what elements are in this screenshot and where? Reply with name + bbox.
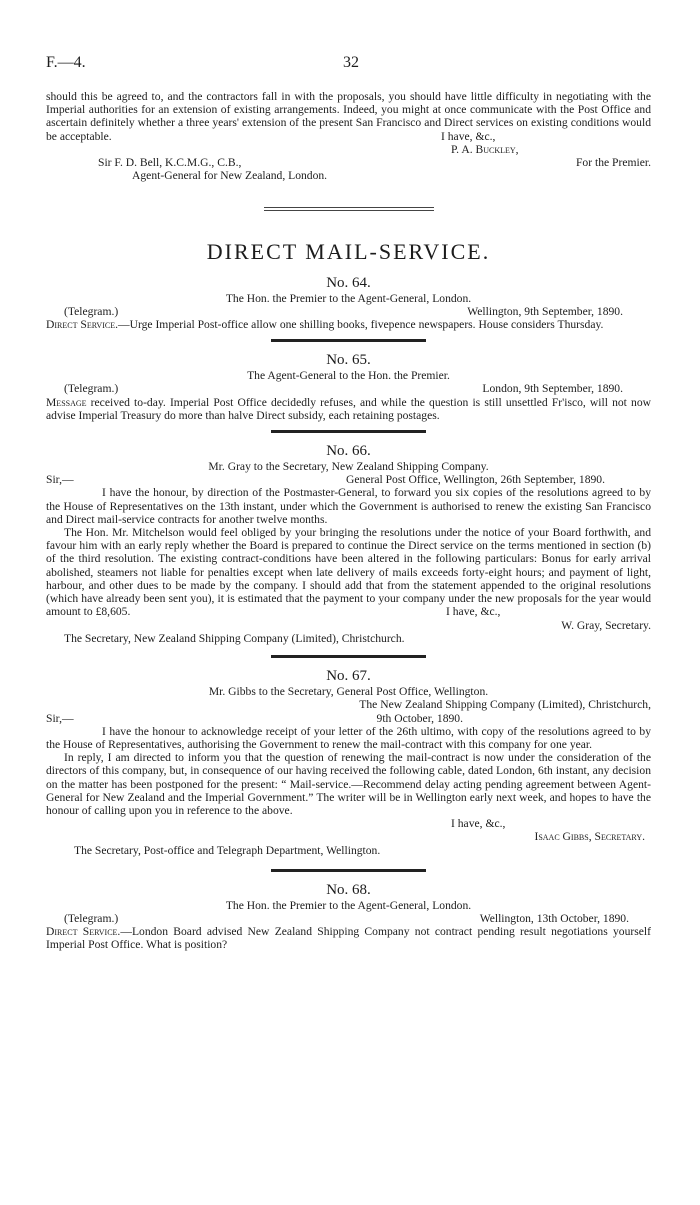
- intro-addressee: Sir F. D. Bell, K.C.M.G., C.B.,: [98, 156, 242, 170]
- intro-addressee-row: [46, 156, 651, 169]
- letter-date: General Post Office, Wellington, 26th September, 1890.: [346, 473, 605, 487]
- letter-paragraph: The Hon. Mr. Mitchelson would feel obliged by your bringing the resolutions under the notice of your Board forthwith, and favour him with an early reply whether the Board is prepared to continue the Direct service on the terms mentioned in section (b) of the third resolution. The existing contract-conditions have been altered in the following particulars: Bonus for early arrival abolished, steamers not liable for penalties except when late delivery of mails exceeds forty-eight hours; and payment of light, harbour, and other dues to be made by the company. I should add that from the statement appended to the original resolutions (which have already been sent you), it is estimated that the payment to your company under the new proposals for the year would amount to £8,605.: [46, 526, 651, 619]
- letter-salutation: Sir,—: [46, 473, 74, 487]
- letter-heading: The Agent-General to the Hon. the Premier.: [247, 369, 450, 383]
- letter-closing: I have, &c.,: [446, 605, 501, 619]
- page-number: 32: [343, 54, 359, 71]
- letter-lead: Message: [46, 395, 87, 409]
- letter-date: Wellington, 9th September, 1890.: [467, 304, 623, 318]
- intro-signature: P. A. Buckley,: [451, 143, 519, 157]
- divider-rule: [264, 207, 434, 211]
- letter-signature: Isaac Gibbs, Secretary.: [534, 830, 645, 844]
- letter-heading: Mr. Gibbs to the Secretary, General Post Office, Wellington.: [208, 685, 489, 699]
- letter-64: [46, 275, 651, 332]
- letter-paragraph: I have the honour, by direction of the Postmaster-General, to forward you six copies of the resolutions agreed to by the House of Representatives on the 13th instant, under which the Government is authorised to renew the existing San Francisco and Direct mail-service contracts for another twelve months.: [46, 486, 651, 526]
- letter-text: —London Board advised New Zealand Shipping Company not contract pending result negotiations yourself Imperial Post Office. What is position?: [46, 925, 651, 952]
- divider-rule: [271, 339, 426, 342]
- letter-closing: I have, &c.,: [451, 817, 506, 831]
- letter-heading: The Hon. the Premier to the Agent-General, London.: [225, 291, 472, 305]
- letter-heading: Mr. Gray to the Secretary, New Zealand Shipping Company.: [208, 460, 489, 474]
- letter-number: No. 68.: [326, 881, 371, 898]
- letter-meta-row: [46, 305, 651, 318]
- letter-number: No. 66.: [326, 443, 371, 460]
- intro-sig-title: For the Premier.: [575, 156, 651, 170]
- divider-rule: [271, 655, 426, 658]
- letter-number: No. 67.: [326, 668, 371, 685]
- letter-65: [46, 352, 651, 422]
- letter-68: [46, 882, 651, 952]
- intro-section: [46, 90, 651, 183]
- letter-number: No. 65.: [326, 352, 371, 369]
- letter-heading: The Hon. the Premier to the Agent-General, London.: [225, 898, 472, 912]
- letter-meta-row: [46, 382, 651, 395]
- letter-date: Wellington, 13th October, 1890.: [479, 911, 629, 925]
- intro-closing: I have, &c.,: [441, 129, 496, 143]
- divider-rule: [271, 869, 426, 872]
- letter-66: [46, 443, 651, 645]
- letter-number: No. 64.: [326, 274, 371, 291]
- letter-lead: Direct Service.: [46, 925, 121, 939]
- letter-salutation: Sir,—: [46, 711, 74, 725]
- letter-type: (Telegram.): [64, 304, 119, 318]
- divider-rule: [271, 430, 426, 433]
- document-reference: F.—4.: [46, 54, 86, 71]
- section-title: DIRECT MAIL-SERVICE.: [206, 238, 491, 264]
- letter-67: [46, 668, 651, 857]
- letter-type: (Telegram.): [64, 382, 119, 396]
- letter-body: [46, 396, 651, 422]
- intro-addressee2: Agent-General for New Zealand, London.: [132, 169, 328, 183]
- letter-addressee: The Secretary, Post-office and Telegraph Department, Wellington.: [74, 843, 381, 857]
- letter-type: (Telegram.): [64, 911, 119, 925]
- letter-lead: Direct Service.: [46, 318, 118, 332]
- intro-paragraph: should this be agreed to, and the contractors fall in with the proposals, you should have little difficulty in negotiating with the Imperial authorities for an extension of existing arrangements. Indeed, you might at once communicate with the Post Office and ascertain definitely whether a three years' extension of the present San Francisco and Direct services on existing conditions would be acceptable.: [46, 90, 651, 143]
- letter-text: —Urge Imperial Post-office allow one shilling books, fivepence newspapers. House considers Thursday.: [117, 318, 604, 332]
- letter-date: London, 9th September, 1890.: [482, 382, 623, 396]
- letter-addressee: The Secretary, New Zealand Shipping Company (Limited), Christchurch.: [64, 631, 405, 645]
- letter-date: 9th October, 1890.: [376, 711, 463, 725]
- letter-paragraph: I have the honour to acknowledge receipt of your letter of the 26th ultimo, with copy of the resolutions agreed to by the House of Representatives, authorising the Government to renew the mail-contract with this company for one year.: [46, 724, 651, 751]
- letter-meta-row: [46, 912, 651, 925]
- letter-body: [46, 318, 651, 331]
- letter-place: The New Zealand Shipping Company (Limited), Christchurch,: [359, 698, 651, 712]
- letter-meta-row: [46, 712, 651, 725]
- letter-meta-row: [46, 473, 651, 486]
- letter-paragraph: In reply, I am directed to inform you that the question of renewing the mail-contract is now under the consideration of the directors of this company, but, in consequence of our having received the following cable, dated London, 6th instant, any decision on the matter has been postponed for the present: “ Mail-service.—Recommend delay acting pending agreement between Agent-General for New Zealand and the Imperial Government.” The writer will be in Wellington early next week, and hopes to have the honour of calling upon you in reference to the above.: [46, 751, 651, 817]
- letter-text: received to-day. Imperial Post Office decidedly refuses, and while the question is still unsettled Fr'isco, will not now advise Imperial Treasury do more than halve Direct subsidy, each retaining postages.: [46, 395, 651, 422]
- letter-signature: W. Gray, Secretary.: [561, 618, 651, 632]
- letter-body: [46, 925, 651, 951]
- page-body: [46, 54, 651, 952]
